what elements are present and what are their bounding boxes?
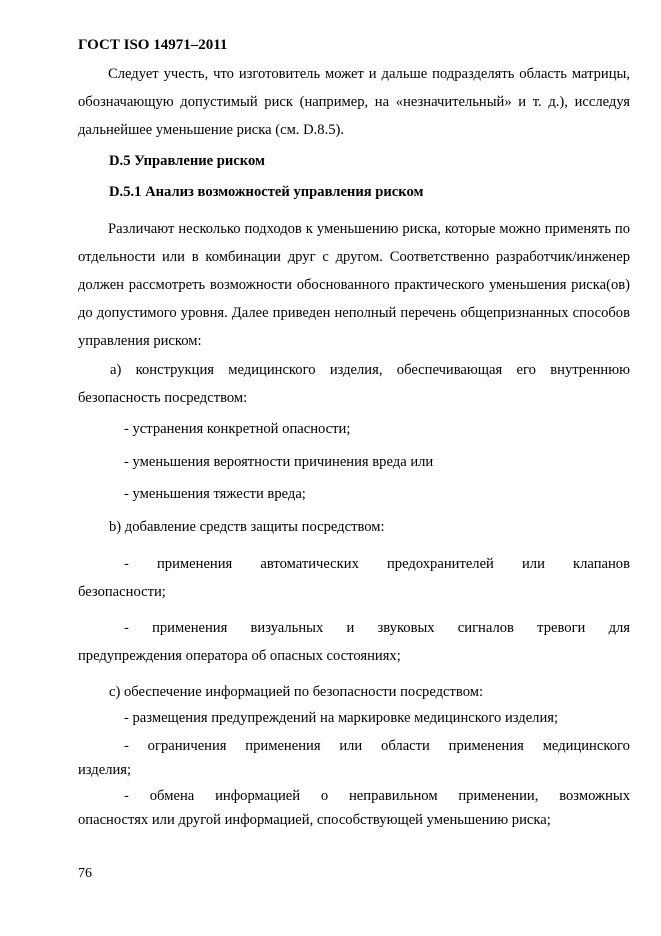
word: предохранителей — [387, 556, 494, 572]
word: или — [522, 556, 545, 572]
list-item-c: с) обеспечение информацией по безопасности посредством: — [109, 684, 484, 700]
list-item-a: а) конструкция медицинского изделия, обеспечивающая его внутреннюю безопасность посредством: — [78, 362, 630, 406]
list-item-a-sub-1: - устранения конкретной опасности; — [124, 421, 351, 437]
word: неправильном — [348, 788, 438, 804]
list-item-c-sub-1: - размещения предупреждений на маркировке медицинского изделия; — [124, 710, 559, 726]
word: применения — [157, 556, 233, 572]
page-number: 76 — [78, 866, 92, 881]
word: для — [608, 620, 630, 636]
list-item-b: b) добавление средств защиты посредством: — [109, 519, 385, 535]
word: ограничения — [147, 738, 227, 754]
list-item-a-sub-3: - уменьшения тяжести вреда; — [124, 486, 306, 502]
list-item-b-sub-1-tail: безопасности; — [78, 584, 166, 600]
word: - — [124, 620, 129, 636]
word: области — [381, 738, 430, 754]
word: обмена — [149, 788, 195, 804]
list-item-c-sub-2-tail: изделия; — [78, 762, 132, 778]
list-item-b-sub-2-tail: предупреждения оператора об опасных состояниях; — [78, 648, 401, 664]
word: или — [339, 738, 363, 754]
body-paragraph: Различают несколько подходов к уменьшению риска, которые можно применять по отдельности или в комбинации друг с другом. Соответственно разработчик/инженер должен рассмотреть возможности обоснованного практического уменьшения риска(ов) до допустимого уровня. Далее приведен неполный перечень общепризнанных способов управления риском: — [78, 221, 630, 349]
document-header: ГОСТ ISO 14971–2011 — [78, 37, 228, 53]
list-item-b-sub-1-line — [124, 550, 630, 578]
word: медицинского — [542, 738, 630, 754]
word: визуальных — [250, 620, 324, 636]
word: автоматических — [260, 556, 359, 572]
word: применения — [448, 738, 524, 754]
list-item-b-sub-2-line — [124, 614, 630, 642]
list-item-c-sub-3-tail: опасностях или другой информацией, способствующей уменьшению риска; — [78, 812, 551, 828]
intro-paragraph: Следует учесть, что изготовитель может и дальше подразделять область матрицы, обозначающую допустимый риск (например, на «незначительный» и т. д.), исследуя дальнейшее уменьшение риска (см. D.8.5). — [78, 66, 630, 138]
word: - — [124, 556, 129, 572]
word: информацией — [215, 788, 301, 804]
word: - — [124, 738, 129, 754]
subsection-title: D.5.1 Анализ возможностей управления риском — [109, 184, 424, 200]
section-title: D.5 Управление риском — [109, 153, 265, 169]
word: применения — [245, 738, 321, 754]
word: сигналов — [457, 620, 514, 636]
word: применении, — [458, 788, 539, 804]
word: и — [346, 620, 355, 636]
word: клапанов — [573, 556, 630, 572]
word: - — [124, 788, 129, 804]
word: применения — [152, 620, 228, 636]
word: тревоги — [537, 620, 586, 636]
word: возможных — [559, 788, 630, 804]
word: звуковых — [377, 620, 435, 636]
list-item-a-sub-2: - уменьшения вероятности причинения вреда или — [124, 454, 434, 470]
list-item-c-sub-2-line — [124, 732, 630, 760]
word: о — [320, 788, 329, 804]
